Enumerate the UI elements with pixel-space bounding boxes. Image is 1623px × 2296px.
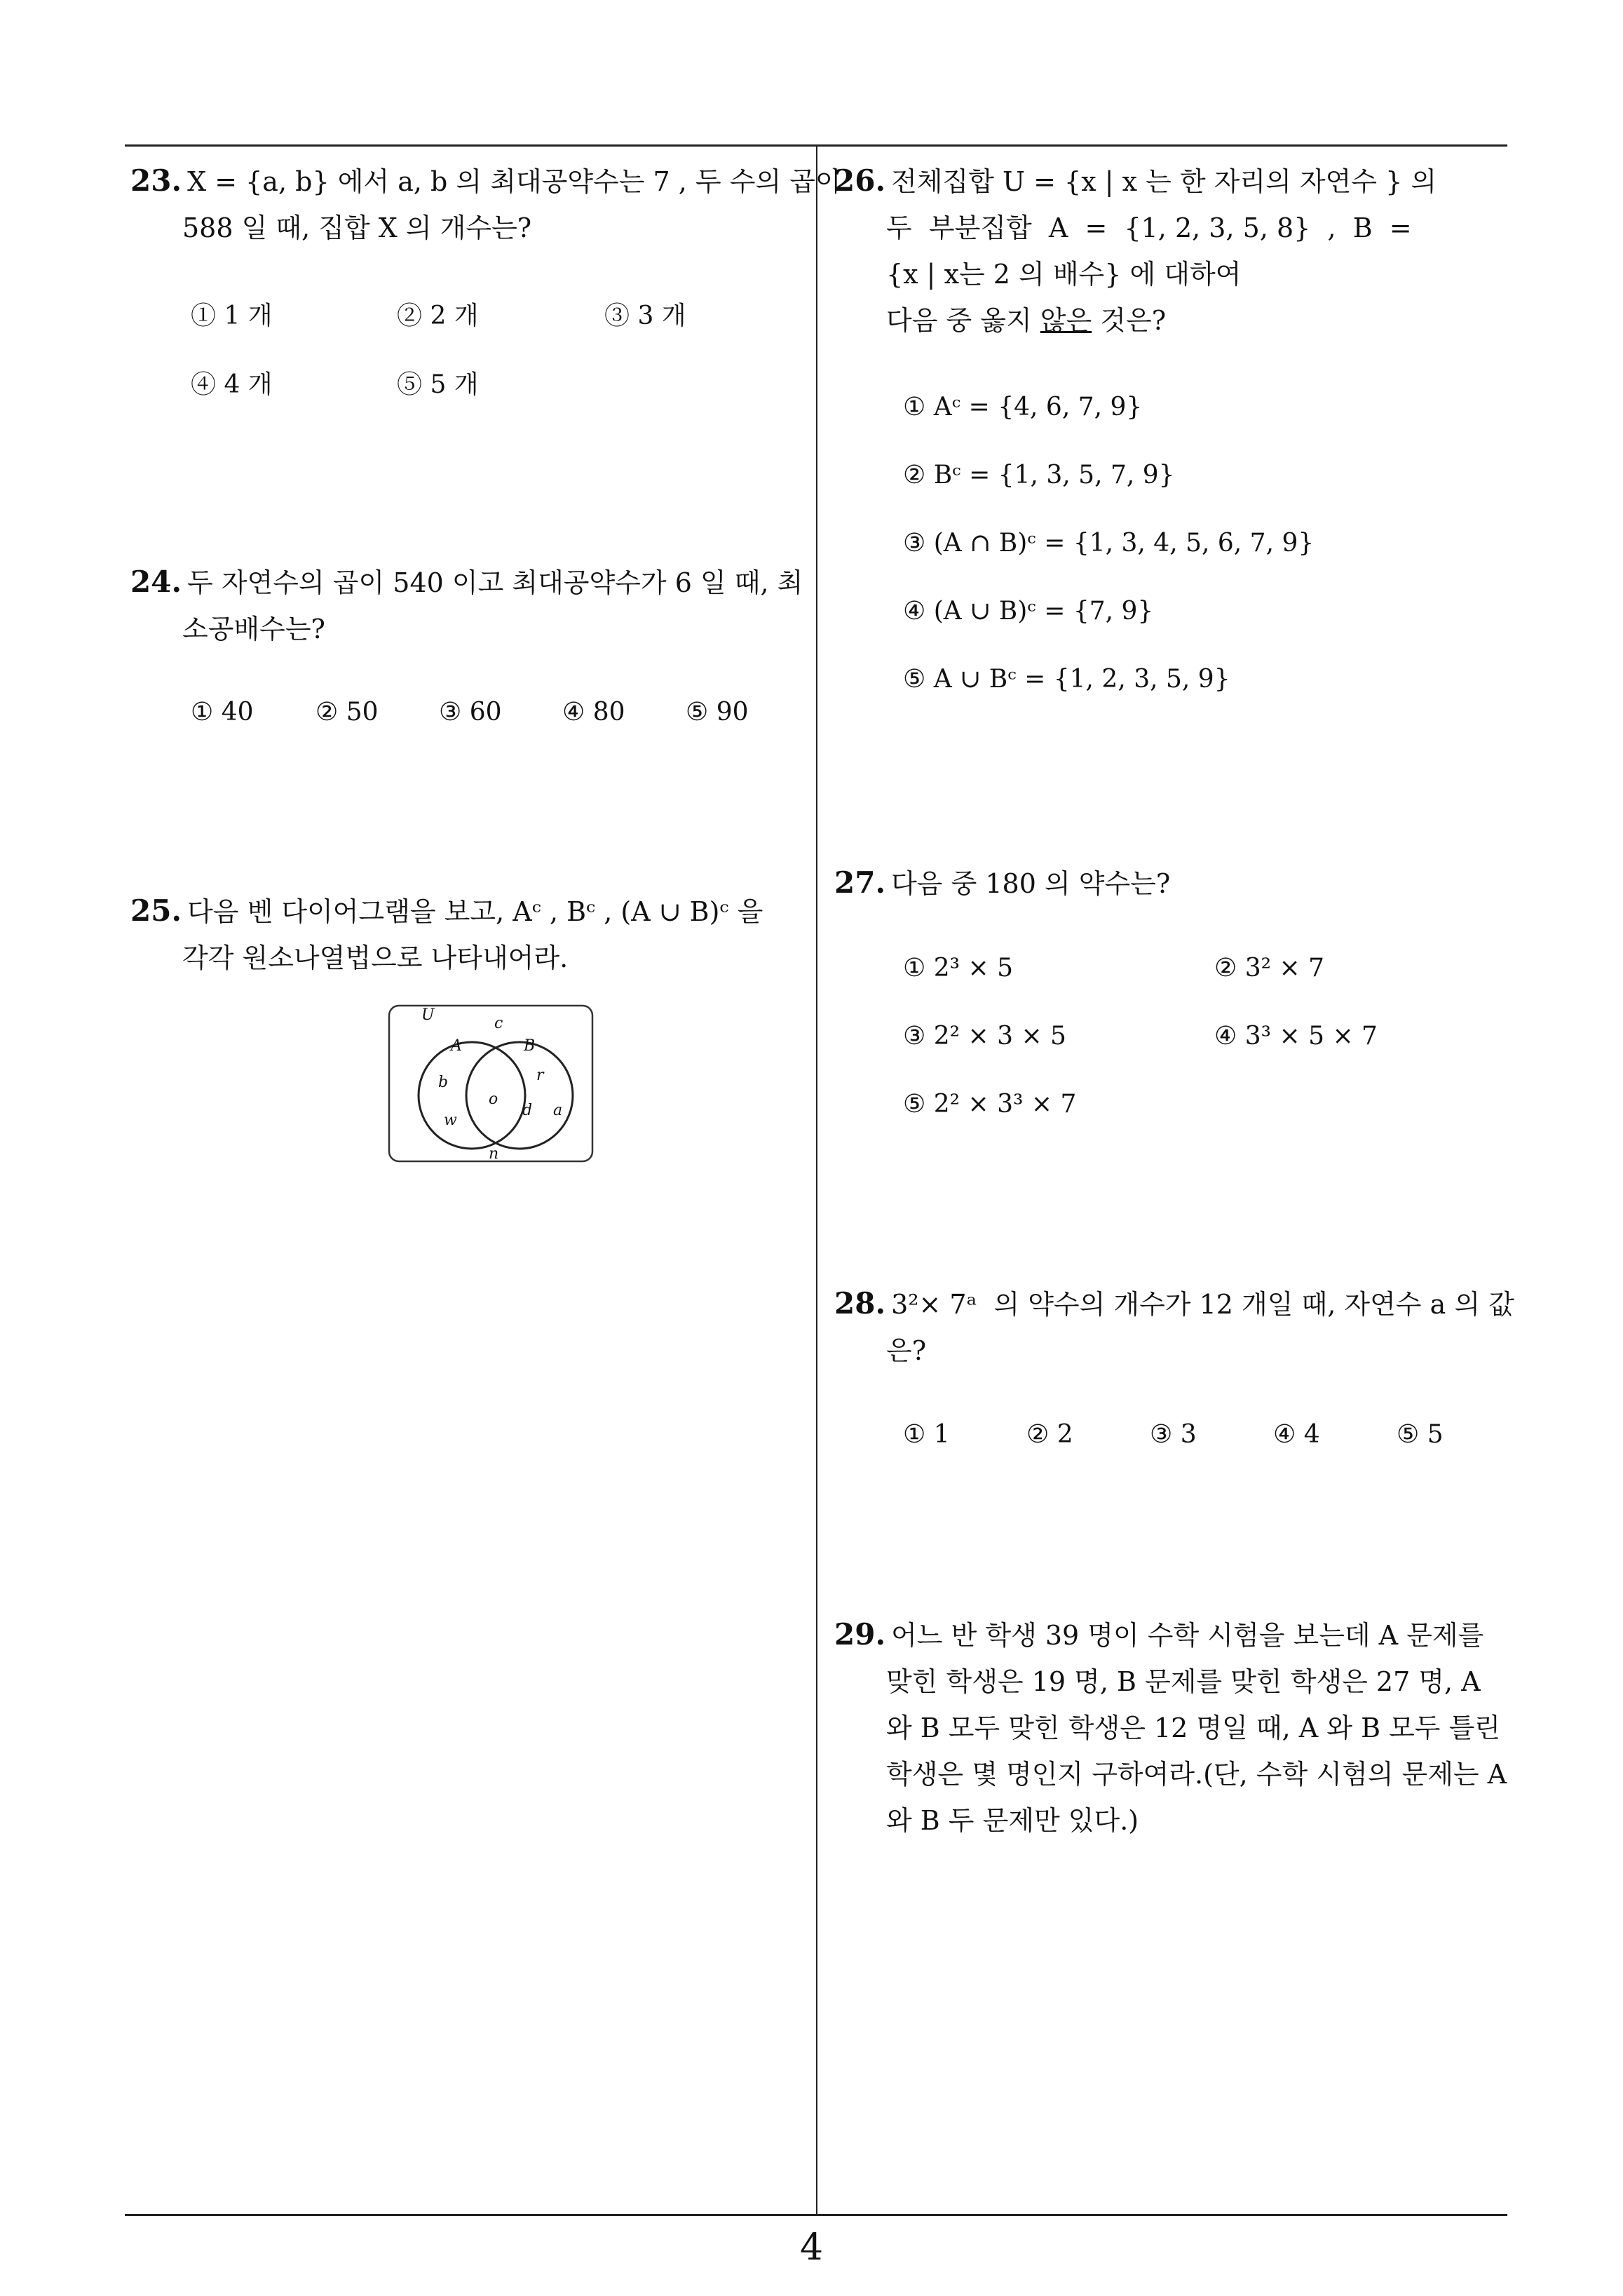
choice-2[interactable]: ② 3² × 7: [1214, 954, 1325, 982]
choice-2[interactable]: ② 2 개: [397, 302, 479, 330]
set-b-label: B: [524, 1037, 536, 1055]
choice-3[interactable]: ③ 3 개: [604, 302, 686, 330]
choice-1[interactable]: ① 1: [903, 1420, 950, 1449]
question-number: 25.: [130, 893, 182, 928]
venn-diagram: [388, 1000, 598, 1168]
choice-4[interactable]: ④ 80: [562, 698, 625, 727]
venn-element: a: [553, 1102, 563, 1119]
question-text: 다음 중 180 의 약수는?: [891, 868, 1171, 899]
choice-3[interactable]: ③ 2² × 3 × 5: [903, 1022, 1066, 1051]
question-text: 맞힌 학생은 19 명, B 문제를 맞힌 학생은 27 명, A: [886, 1666, 1481, 1697]
choice-1[interactable]: ① 1 개: [191, 302, 273, 330]
question-text: 전체집합 U = {x | x 는 한 자리의 자연수 } 의: [891, 166, 1437, 197]
choice-3[interactable]: ③ 3: [1150, 1420, 1197, 1449]
question-text: 와 B 두 문제만 있다.): [886, 1805, 1139, 1836]
choice-5[interactable]: ⑤ 5: [1397, 1420, 1444, 1449]
question-23: [130, 158, 841, 251]
venn-element: r: [536, 1067, 544, 1084]
venn-element: o: [489, 1090, 498, 1108]
question-number: 29.: [834, 1617, 886, 1652]
set-b-circle: [466, 1042, 573, 1149]
question-text: 다음 중 옳지: [886, 305, 1040, 336]
question-text: 은?: [886, 1335, 927, 1366]
choice-1[interactable]: ① 2³ × 5: [903, 954, 1014, 982]
universe-label: U: [421, 1006, 435, 1024]
question-text: 두 자연수의 곱이 540 이고 최대공약수가 6 일 때, 최: [187, 567, 803, 598]
choice-2[interactable]: ② 2: [1026, 1420, 1073, 1449]
question-25: [130, 888, 803, 981]
choice-4[interactable]: ④ (A ∪ B)ᶜ = {7, 9}: [903, 597, 1154, 626]
set-a-label: A: [451, 1037, 462, 1055]
choice-5[interactable]: ⑤ 5 개: [397, 370, 479, 399]
question-text: 588 일 때, 집합 X 의 개수는?: [182, 212, 532, 243]
question-26: [834, 158, 1500, 344]
choice-5[interactable]: ⑤ 90: [686, 698, 749, 727]
question-text: 다음 벤 다이어그램을 보고, Aᶜ , Bᶜ , (A ∪ B)ᶜ 을: [187, 896, 763, 927]
choice-2[interactable]: ② 50: [315, 698, 379, 727]
venn-element: w: [444, 1112, 457, 1129]
question-text: 두 부분집합 A = {1, 2, 3, 5, 8} , B =: [886, 212, 1412, 243]
question-24: [130, 559, 803, 652]
choice-2[interactable]: ② Bᶜ = {1, 3, 5, 7, 9}: [903, 461, 1175, 489]
question-29: [834, 1612, 1507, 1844]
venn-element: n: [489, 1145, 499, 1163]
question-number: 28.: [834, 1286, 886, 1321]
choice-5[interactable]: ⑤ 2² × 3³ × 7: [903, 1090, 1077, 1119]
venn-element: b: [438, 1074, 449, 1091]
question-text: 학생은 몇 명인지 구하여라.(단, 수학 시험의 문제는 A: [886, 1759, 1507, 1790]
venn-element: d: [522, 1102, 533, 1119]
choice-5[interactable]: ⑤ A ∪ Bᶜ = {1, 2, 3, 5, 9}: [903, 665, 1230, 694]
choice-1[interactable]: ① Aᶜ = {4, 6, 7, 9}: [903, 393, 1143, 421]
choice-1[interactable]: ① 40: [191, 698, 254, 727]
question-number: 24.: [130, 565, 182, 599]
set-a-circle: [419, 1042, 525, 1149]
question-text: 각각 원소나열법으로 나타내어라.: [182, 943, 569, 973]
question-text: 소공배수는?: [182, 614, 325, 644]
question-text: {x | x는 2 의 배수} 에 대하여: [886, 259, 1242, 290]
question-text: X = {a, b} 에서 a, b 의 최대공약수는 7 , 두 수의 곱이: [187, 166, 841, 197]
question-text: 3²× 7ᵃ 의 약수의 개수가 12 개일 때, 자연수 a 의 값: [891, 1289, 1514, 1320]
choice-3[interactable]: ③ 60: [439, 698, 502, 727]
choice-4[interactable]: ④ 4 개: [191, 370, 273, 399]
question-text: 와 B 모두 맞힌 학생은 12 명일 때, A 와 B 모두 틀린: [886, 1713, 1501, 1743]
choice-3[interactable]: ③ (A ∩ B)ᶜ = {1, 3, 4, 5, 6, 7, 9}: [903, 529, 1315, 558]
bottom-rule: [125, 2214, 1507, 2216]
question-number: 26.: [834, 163, 886, 198]
question-number: 27.: [834, 865, 886, 900]
question-text: 어느 반 학생 39 명이 수학 시험을 보는데 A 문제를: [891, 1620, 1484, 1651]
question-text: 것은?: [1092, 305, 1167, 336]
question-28: [834, 1281, 1514, 1374]
choice-4[interactable]: ④ 3³ × 5 × 7: [1214, 1022, 1378, 1051]
venn-element: c: [494, 1015, 503, 1032]
column-divider: [816, 146, 817, 2215]
choice-4[interactable]: ④ 4: [1273, 1420, 1320, 1449]
page-number: 4: [799, 2227, 824, 2269]
question-27: [834, 860, 1500, 907]
question-number: 23.: [130, 163, 182, 198]
underlined-word: 않은: [1040, 305, 1092, 336]
